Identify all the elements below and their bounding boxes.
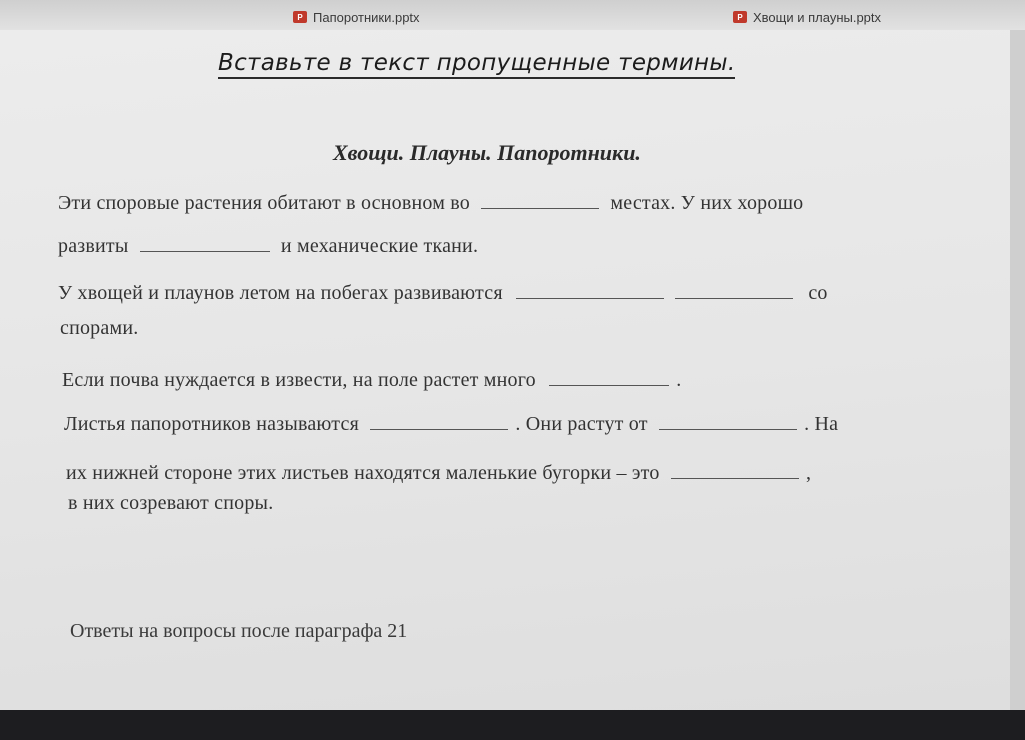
file-strip <box>0 0 1025 30</box>
text-line-6 <box>64 411 838 436</box>
worksheet-subheading: Хвощи. Плауны. Папоротники. <box>333 140 641 165</box>
text-fragment: спорами. <box>60 317 139 339</box>
text-line-4 <box>60 317 138 340</box>
powerpoint-icon: P <box>733 11 747 23</box>
answer-blank[interactable] <box>675 280 793 299</box>
text-fragment: со <box>808 282 828 304</box>
text-fragment: . Они растут от <box>515 413 648 435</box>
text-fragment: развиты <box>58 235 129 257</box>
answer-blank[interactable] <box>140 233 270 252</box>
text-line-2 <box>58 233 478 258</box>
text-line-3 <box>58 280 828 305</box>
answer-blank[interactable] <box>516 280 664 299</box>
text-fragment: в них созревают споры. <box>68 492 274 514</box>
text-fragment: их нижней стороне этих листьев находятся маленькие бугорки – это <box>66 462 660 484</box>
answer-blank[interactable] <box>659 411 797 430</box>
footer-note: Ответы на вопросы после параграфа 21 <box>70 620 408 642</box>
answer-blank[interactable] <box>671 460 799 479</box>
text-line-7 <box>66 460 811 485</box>
text-fragment: , <box>805 462 812 484</box>
file-tab-ferns[interactable] <box>293 8 420 26</box>
text-fragment: Листья папоротников называются <box>64 413 359 435</box>
file-label: Папоротники.pptx <box>313 9 420 25</box>
file-tab-horsetails[interactable] <box>733 8 881 26</box>
answer-blank[interactable] <box>481 190 599 209</box>
text-fragment: Эти споровые растения обитают в основном во <box>58 192 470 214</box>
document-page <box>0 30 1010 710</box>
text-fragment: . На <box>804 413 839 435</box>
powerpoint-icon: P <box>293 11 307 23</box>
text-fragment: местах. У них хорошо <box>610 192 804 214</box>
text-line-8 <box>68 492 273 515</box>
text-fragment: Если почва нуждается в извести, на поле растет много <box>62 369 536 391</box>
worksheet-heading: Вставьте в текст пропущенные термины. <box>218 50 735 79</box>
file-label: Хвощи и плауны.pptx <box>753 9 882 25</box>
text-fragment: . <box>676 369 682 391</box>
text-fragment: У хвощей и плаунов летом на побегах развиваются <box>58 282 503 304</box>
text-fragment: и механические ткани. <box>280 235 479 257</box>
text-line-1 <box>58 190 803 215</box>
text-line-5 <box>62 367 681 392</box>
monitor-bezel <box>0 710 1025 740</box>
answer-blank[interactable] <box>549 367 669 386</box>
answer-blank[interactable] <box>370 411 508 430</box>
screen-edge <box>1010 30 1025 710</box>
